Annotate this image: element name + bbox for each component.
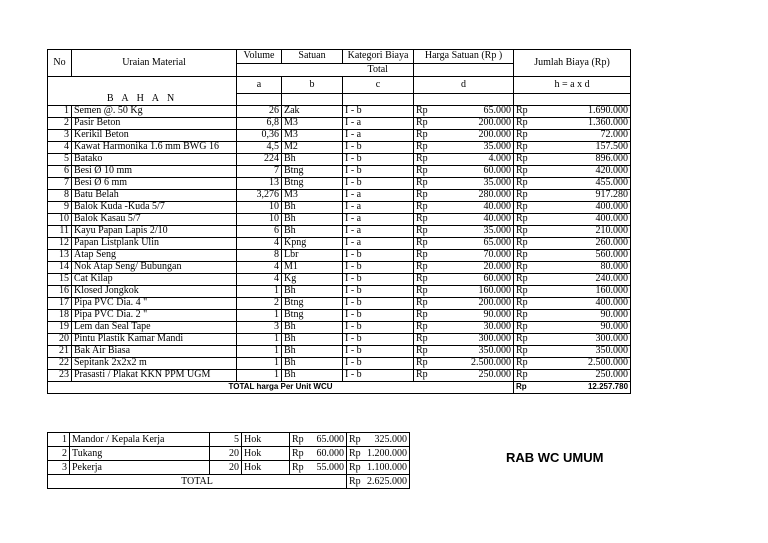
total-currency: Rp	[514, 285, 534, 297]
material-category: I - b	[343, 165, 414, 177]
material-unit: Bh	[282, 285, 343, 297]
material-category: I - b	[343, 153, 414, 165]
material-unit: M2	[282, 141, 343, 153]
total-currency: Rp	[514, 273, 534, 285]
material-volume: 26	[237, 105, 282, 117]
material-no: 15	[48, 273, 72, 285]
total-value: 12.257.780	[534, 381, 631, 393]
labor-row	[48, 461, 410, 475]
material-category: I - a	[343, 213, 414, 225]
material-no: 14	[48, 261, 72, 273]
material-price: 300.000	[434, 333, 514, 345]
total-currency: Rp	[514, 369, 534, 381]
total-currency: Rp	[514, 333, 534, 345]
material-name: Nok Atap Seng/ Bubungan	[72, 261, 237, 273]
material-volume: 4	[237, 261, 282, 273]
material-row	[48, 237, 631, 249]
material-total: 210.000	[534, 225, 631, 237]
price-currency: Rp	[414, 213, 434, 225]
price-currency: Rp	[414, 117, 434, 129]
labor-total-currency: Rp	[347, 475, 361, 489]
header-harga: Harga Satuan (Rp )	[414, 50, 514, 64]
labor-price-currency: Rp	[290, 447, 304, 461]
material-unit: Kg	[282, 273, 343, 285]
material-name: Pipa PVC Dia. 4 "	[72, 297, 237, 309]
material-row	[48, 345, 631, 357]
material-table	[47, 49, 631, 394]
material-unit: M3	[282, 117, 343, 129]
header-col-b: b	[282, 77, 343, 94]
material-category: I - b	[343, 141, 414, 153]
labor-price-currency: Rp	[290, 433, 304, 447]
header-total: Total	[343, 63, 414, 77]
material-category: I - a	[343, 237, 414, 249]
material-no: 20	[48, 333, 72, 345]
material-row	[48, 285, 631, 297]
labor-total-label: TOTAL	[48, 475, 347, 489]
material-category: I - b	[343, 285, 414, 297]
material-name: Kerikil Beton	[72, 129, 237, 141]
material-price: 35.000	[434, 225, 514, 237]
labor-qty: 20	[210, 447, 242, 461]
total-currency: Rp	[514, 321, 534, 333]
material-volume: 3	[237, 321, 282, 333]
material-price: 200.000	[434, 117, 514, 129]
material-total: 160.000	[534, 285, 631, 297]
material-total: 250.000	[534, 369, 631, 381]
material-row	[48, 249, 631, 261]
price-currency: Rp	[414, 225, 434, 237]
material-unit: Bh	[282, 213, 343, 225]
material-no: 5	[48, 153, 72, 165]
material-row	[48, 177, 631, 189]
material-category: I - a	[343, 117, 414, 129]
material-total: 917.280	[534, 189, 631, 201]
material-volume: 1	[237, 309, 282, 321]
material-total: 72.000	[534, 129, 631, 141]
material-no: 17	[48, 297, 72, 309]
material-total: 300.000	[534, 333, 631, 345]
material-total: 90.000	[534, 321, 631, 333]
material-category: I - b	[343, 297, 414, 309]
total-currency: Rp	[514, 249, 534, 261]
material-unit: Bh	[282, 369, 343, 381]
material-row	[48, 213, 631, 225]
material-volume: 1	[237, 357, 282, 369]
total-currency: Rp	[514, 357, 534, 369]
material-category: I - a	[343, 225, 414, 237]
material-name: Pasir Beton	[72, 117, 237, 129]
material-name: Kawat Harmonika 1.6 mm BWG 16	[72, 141, 237, 153]
material-price: 60.000	[434, 165, 514, 177]
material-total: 400.000	[534, 201, 631, 213]
material-name: Bak Air Biasa	[72, 345, 237, 357]
material-row	[48, 297, 631, 309]
total-currency: Rp	[514, 141, 534, 153]
material-name: Besi Ø 10 mm	[72, 165, 237, 177]
material-unit: Btng	[282, 297, 343, 309]
material-price: 65.000	[434, 105, 514, 117]
material-no: 8	[48, 189, 72, 201]
material-no: 23	[48, 369, 72, 381]
material-row	[48, 189, 631, 201]
material-volume: 10	[237, 213, 282, 225]
material-total: 400.000	[534, 213, 631, 225]
material-row	[48, 201, 631, 213]
material-row	[48, 165, 631, 177]
material-total: 240.000	[534, 273, 631, 285]
labor-total-row	[48, 475, 410, 489]
total-currency: Rp	[514, 105, 534, 117]
price-currency: Rp	[414, 297, 434, 309]
section-label: B A H A N	[48, 93, 237, 105]
material-price: 60.000	[434, 273, 514, 285]
header-col-a: a	[237, 77, 282, 94]
total-currency: Rp	[514, 189, 534, 201]
material-unit: Btng	[282, 165, 343, 177]
labor-name: Mandor / Kepala Kerja	[70, 433, 210, 447]
price-currency: Rp	[414, 177, 434, 189]
material-volume: 8	[237, 249, 282, 261]
material-price: 65.000	[434, 237, 514, 249]
material-price: 35.000	[434, 141, 514, 153]
material-unit: Btng	[282, 177, 343, 189]
material-volume: 7	[237, 165, 282, 177]
material-name: Besi Ø 6 mm	[72, 177, 237, 189]
material-unit: M3	[282, 189, 343, 201]
material-no: 6	[48, 165, 72, 177]
material-unit: Bh	[282, 225, 343, 237]
material-row	[48, 117, 631, 129]
material-no: 22	[48, 357, 72, 369]
price-currency: Rp	[414, 249, 434, 261]
material-unit: Bh	[282, 153, 343, 165]
material-volume: 4	[237, 273, 282, 285]
material-unit: Lbr	[282, 249, 343, 261]
material-name: Atap Seng	[72, 249, 237, 261]
material-unit: Bh	[282, 345, 343, 357]
material-row	[48, 129, 631, 141]
material-total: 157.500	[534, 141, 631, 153]
labor-name: Pekerja	[70, 461, 210, 475]
material-name: Balok Kasau 5/7	[72, 213, 237, 225]
labor-total-value: 2.625.000	[361, 475, 410, 489]
price-currency: Rp	[414, 345, 434, 357]
document-title: RAB WC UMUM	[506, 450, 604, 465]
material-row	[48, 309, 631, 321]
material-price: 200.000	[434, 129, 514, 141]
labor-price: 60.000	[304, 447, 347, 461]
material-price: 70.000	[434, 249, 514, 261]
labor-no: 2	[48, 447, 70, 461]
total-currency: Rp	[514, 261, 534, 273]
material-row	[48, 357, 631, 369]
material-price: 2.500.000	[434, 357, 514, 369]
price-currency: Rp	[414, 261, 434, 273]
material-total: 350.000	[534, 345, 631, 357]
total-row	[48, 381, 631, 393]
total-currency: Rp	[514, 345, 534, 357]
price-currency: Rp	[414, 201, 434, 213]
material-unit: Bh	[282, 201, 343, 213]
total-currency: Rp	[514, 165, 534, 177]
labor-total-currency: Rp	[347, 461, 361, 475]
material-name: Balok Kuda -Kuda 5/7	[72, 201, 237, 213]
material-unit: Bh	[282, 333, 343, 345]
material-volume: 10	[237, 201, 282, 213]
labor-qty: 20	[210, 461, 242, 475]
material-category: I - b	[343, 321, 414, 333]
material-unit: Kpng	[282, 237, 343, 249]
material-volume: 0,36	[237, 129, 282, 141]
material-total: 896.000	[534, 153, 631, 165]
material-no: 16	[48, 285, 72, 297]
total-currency: Rp	[514, 153, 534, 165]
material-category: I - a	[343, 129, 414, 141]
material-name: Batu Belah	[72, 189, 237, 201]
total-currency: Rp	[514, 129, 534, 141]
material-category: I - b	[343, 345, 414, 357]
labor-no: 3	[48, 461, 70, 475]
material-name: Semen @. 50 Kg	[72, 105, 237, 117]
material-row	[48, 225, 631, 237]
total-currency: Rp	[514, 117, 534, 129]
material-price: 4.000	[434, 153, 514, 165]
labor-price: 65.000	[304, 433, 347, 447]
price-currency: Rp	[414, 309, 434, 321]
price-currency: Rp	[414, 165, 434, 177]
material-name: Klosed Jongkok	[72, 285, 237, 297]
price-currency: Rp	[414, 369, 434, 381]
material-price: 20.000	[434, 261, 514, 273]
header-satuan: Satuan	[282, 50, 343, 64]
material-volume: 1	[237, 285, 282, 297]
material-volume: 224	[237, 153, 282, 165]
material-no: 2	[48, 117, 72, 129]
price-currency: Rp	[414, 129, 434, 141]
material-name: Prasasti / Plakat KKN PPM UGM	[72, 369, 237, 381]
total-label: TOTAL harga Per Unit WCU	[48, 381, 514, 393]
labor-total: 1.200.000	[361, 447, 410, 461]
material-row	[48, 321, 631, 333]
material-no: 4	[48, 141, 72, 153]
material-total: 420.000	[534, 165, 631, 177]
material-name: Lem dan Seal Tape	[72, 321, 237, 333]
material-total: 560.000	[534, 249, 631, 261]
material-no: 10	[48, 213, 72, 225]
material-name: Pintu Plastik Kamar Mandi	[72, 333, 237, 345]
material-name: Pipa PVC Dia. 2 "	[72, 309, 237, 321]
material-row	[48, 141, 631, 153]
material-total: 455.000	[534, 177, 631, 189]
material-row	[48, 369, 631, 381]
material-no: 21	[48, 345, 72, 357]
total-currency: Rp	[514, 297, 534, 309]
total-currency: Rp	[514, 309, 534, 321]
total-currency: Rp	[514, 225, 534, 237]
material-total: 1.690.000	[534, 105, 631, 117]
material-volume: 1	[237, 369, 282, 381]
material-unit: M3	[282, 129, 343, 141]
material-total: 260.000	[534, 237, 631, 249]
labor-row	[48, 447, 410, 461]
material-total: 90.000	[534, 309, 631, 321]
material-volume: 13	[237, 177, 282, 189]
total-currency: Rp	[514, 381, 534, 393]
material-price: 250.000	[434, 369, 514, 381]
labor-qty: 5	[210, 433, 242, 447]
material-price: 90.000	[434, 309, 514, 321]
material-total: 1.360.000	[534, 117, 631, 129]
total-currency: Rp	[514, 237, 534, 249]
labor-price: 55.000	[304, 461, 347, 475]
price-currency: Rp	[414, 285, 434, 297]
labor-name: Tukang	[70, 447, 210, 461]
material-volume: 6	[237, 225, 282, 237]
material-row	[48, 105, 631, 117]
material-unit: Zak	[282, 105, 343, 117]
material-no: 18	[48, 309, 72, 321]
material-volume: 1	[237, 333, 282, 345]
header-col-c: c	[343, 77, 414, 94]
material-no: 3	[48, 129, 72, 141]
labor-total-currency: Rp	[347, 447, 361, 461]
price-currency: Rp	[414, 105, 434, 117]
material-name: Sepitank 2x2x2 m	[72, 357, 237, 369]
price-currency: Rp	[414, 141, 434, 153]
material-category: I - b	[343, 273, 414, 285]
material-category: I - b	[343, 369, 414, 381]
material-no: 9	[48, 201, 72, 213]
material-category: I - b	[343, 105, 414, 117]
material-no: 19	[48, 321, 72, 333]
header-col-formula: h = a x d	[514, 77, 631, 94]
material-unit: Bh	[282, 357, 343, 369]
labor-total-currency: Rp	[347, 433, 361, 447]
header-uraian: Uraian Material	[72, 50, 237, 77]
material-total: 400.000	[534, 297, 631, 309]
total-currency: Rp	[514, 177, 534, 189]
labor-no: 1	[48, 433, 70, 447]
material-no: 12	[48, 237, 72, 249]
material-category: I - a	[343, 189, 414, 201]
material-no: 1	[48, 105, 72, 117]
material-volume: 4	[237, 237, 282, 249]
material-volume: 3,276	[237, 189, 282, 201]
material-row	[48, 333, 631, 345]
material-volume: 6,8	[237, 117, 282, 129]
price-currency: Rp	[414, 321, 434, 333]
labor-row	[48, 433, 410, 447]
total-currency: Rp	[514, 213, 534, 225]
total-currency: Rp	[514, 201, 534, 213]
material-no: 7	[48, 177, 72, 189]
material-category: I - b	[343, 261, 414, 273]
header-col-d: d	[414, 77, 514, 94]
material-price: 160.000	[434, 285, 514, 297]
material-name: Papan Listplank Ulin	[72, 237, 237, 249]
labor-total: 325.000	[361, 433, 410, 447]
material-no: 11	[48, 225, 72, 237]
material-price: 30.000	[434, 321, 514, 333]
material-price: 350.000	[434, 345, 514, 357]
price-currency: Rp	[414, 357, 434, 369]
material-row	[48, 273, 631, 285]
material-price: 280.000	[434, 189, 514, 201]
material-total: 80.000	[534, 261, 631, 273]
material-unit: Bh	[282, 321, 343, 333]
material-row	[48, 153, 631, 165]
price-currency: Rp	[414, 153, 434, 165]
material-volume: 1	[237, 345, 282, 357]
material-row	[48, 261, 631, 273]
material-no: 13	[48, 249, 72, 261]
labor-unit: Hok	[242, 433, 290, 447]
header-jumlah: Jumlah Biaya (Rp)	[514, 50, 631, 77]
material-price: 35.000	[434, 177, 514, 189]
material-unit: M1	[282, 261, 343, 273]
labor-total: 1.100.000	[361, 461, 410, 475]
material-price: 40.000	[434, 213, 514, 225]
material-category: I - b	[343, 177, 414, 189]
material-name: Kayu Papan Lapis 2/10	[72, 225, 237, 237]
labor-table	[47, 432, 410, 489]
header-volume: Volume	[237, 50, 282, 64]
price-currency: Rp	[414, 237, 434, 249]
labor-unit: Hok	[242, 447, 290, 461]
material-name: Batako	[72, 153, 237, 165]
material-category: I - b	[343, 357, 414, 369]
material-volume: 4,5	[237, 141, 282, 153]
material-price: 40.000	[434, 201, 514, 213]
material-price: 200.000	[434, 297, 514, 309]
labor-unit: Hok	[242, 461, 290, 475]
header-kategori: Kategori Biaya	[343, 50, 414, 64]
material-category: I - b	[343, 309, 414, 321]
price-currency: Rp	[414, 333, 434, 345]
material-total: 2.500.000	[534, 357, 631, 369]
material-category: I - b	[343, 249, 414, 261]
labor-price-currency: Rp	[290, 461, 304, 475]
material-name: Cat Kilap	[72, 273, 237, 285]
header-no: No	[48, 50, 72, 77]
material-category: I - a	[343, 201, 414, 213]
price-currency: Rp	[414, 273, 434, 285]
material-category: I - b	[343, 333, 414, 345]
price-currency: Rp	[414, 189, 434, 201]
material-unit: Btng	[282, 309, 343, 321]
material-volume: 2	[237, 297, 282, 309]
